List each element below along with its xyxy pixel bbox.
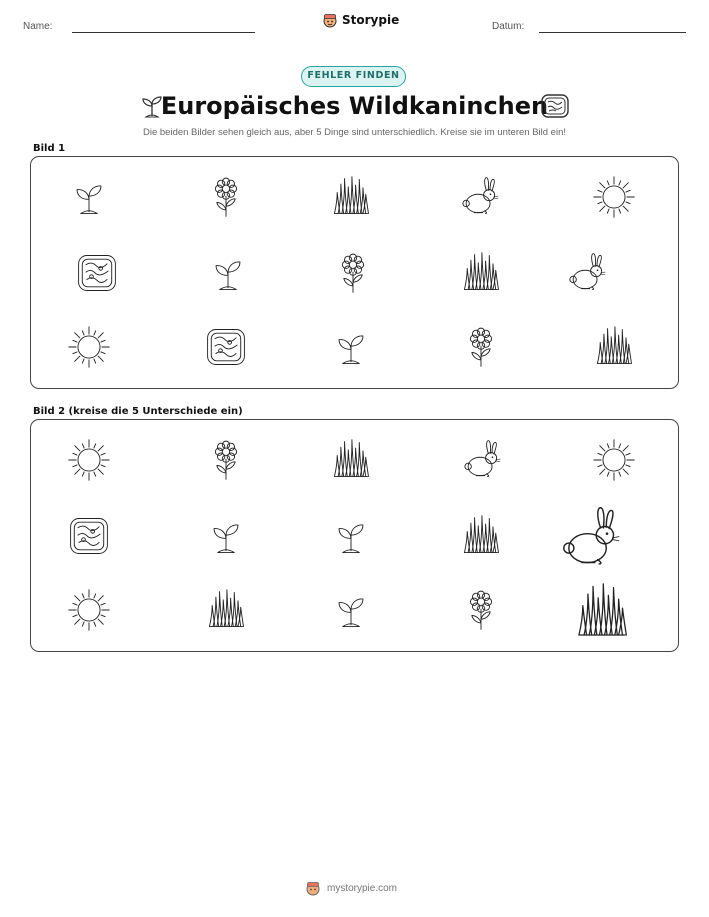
picture1-maze-icon [203,324,249,370]
picture2-sprout-icon[interactable] [328,513,374,559]
picture2-grass-icon[interactable] [458,513,504,559]
picture1-maze-icon [74,250,120,296]
picture2-flower-icon[interactable] [203,437,249,483]
maze-icon [539,92,571,120]
picture1-flower-icon [203,174,249,220]
instructions: Die beiden Bilder sehen gleich aus, aber 5 Dinge sind unterschiedlich. Kreise sie im unteren Bild ein! [143,127,566,138]
footer-url: mystorypie.com [327,882,398,894]
storypie-mascot-icon [322,12,338,28]
name-line[interactable] [72,32,255,33]
picture2-sun-icon[interactable] [591,437,637,483]
picture1-sprout-icon [328,324,374,370]
picture2-rabbit-icon[interactable] [553,502,625,574]
picture2-grass-icon[interactable] [203,587,249,633]
picture1-grass-icon [328,174,374,220]
picture2-label: Bild 2 (kreise die 5 Unterschiede ein) [33,406,243,417]
picture2-panel[interactable] [30,419,679,652]
picture1-rabbit-icon [456,174,502,220]
picture2-maze-icon[interactable] [66,513,112,559]
picture2-grass-icon[interactable] [328,437,374,483]
footer [305,880,397,896]
picture1-flower-icon [330,250,376,296]
name-label: Name: [23,21,53,32]
date-line[interactable] [539,32,686,33]
page-title: Europäisches Wildkaninchen [160,92,549,120]
picture2-sun-icon[interactable] [66,437,112,483]
picture1-sprout-icon [66,174,112,220]
brand-logo [322,12,399,28]
brand-name: Storypie [342,13,400,27]
picture1-flower-icon [458,324,504,370]
picture1-rabbit-icon [563,250,609,296]
picture1-grass-icon [458,250,504,296]
date-label: Datum: [492,21,525,32]
picture1-grass-icon [591,324,637,370]
picture1-panel [30,156,679,389]
picture2-grass-icon[interactable] [570,580,634,644]
picture1-label: Bild 1 [33,143,66,154]
picture1-sun-icon [591,174,637,220]
picture2-rabbit-icon[interactable] [458,437,504,483]
picture2-flower-icon[interactable] [458,587,504,633]
storypie-mascot-icon [305,880,321,896]
picture2-sun-icon[interactable] [66,587,112,633]
picture2-sprout-icon[interactable] [328,587,374,633]
worksheet-type-badge: FEHLER FINDEN [301,66,406,87]
picture2-sprout-icon[interactable] [203,513,249,559]
picture1-sun-icon [66,324,112,370]
picture1-sprout-icon [205,250,251,296]
